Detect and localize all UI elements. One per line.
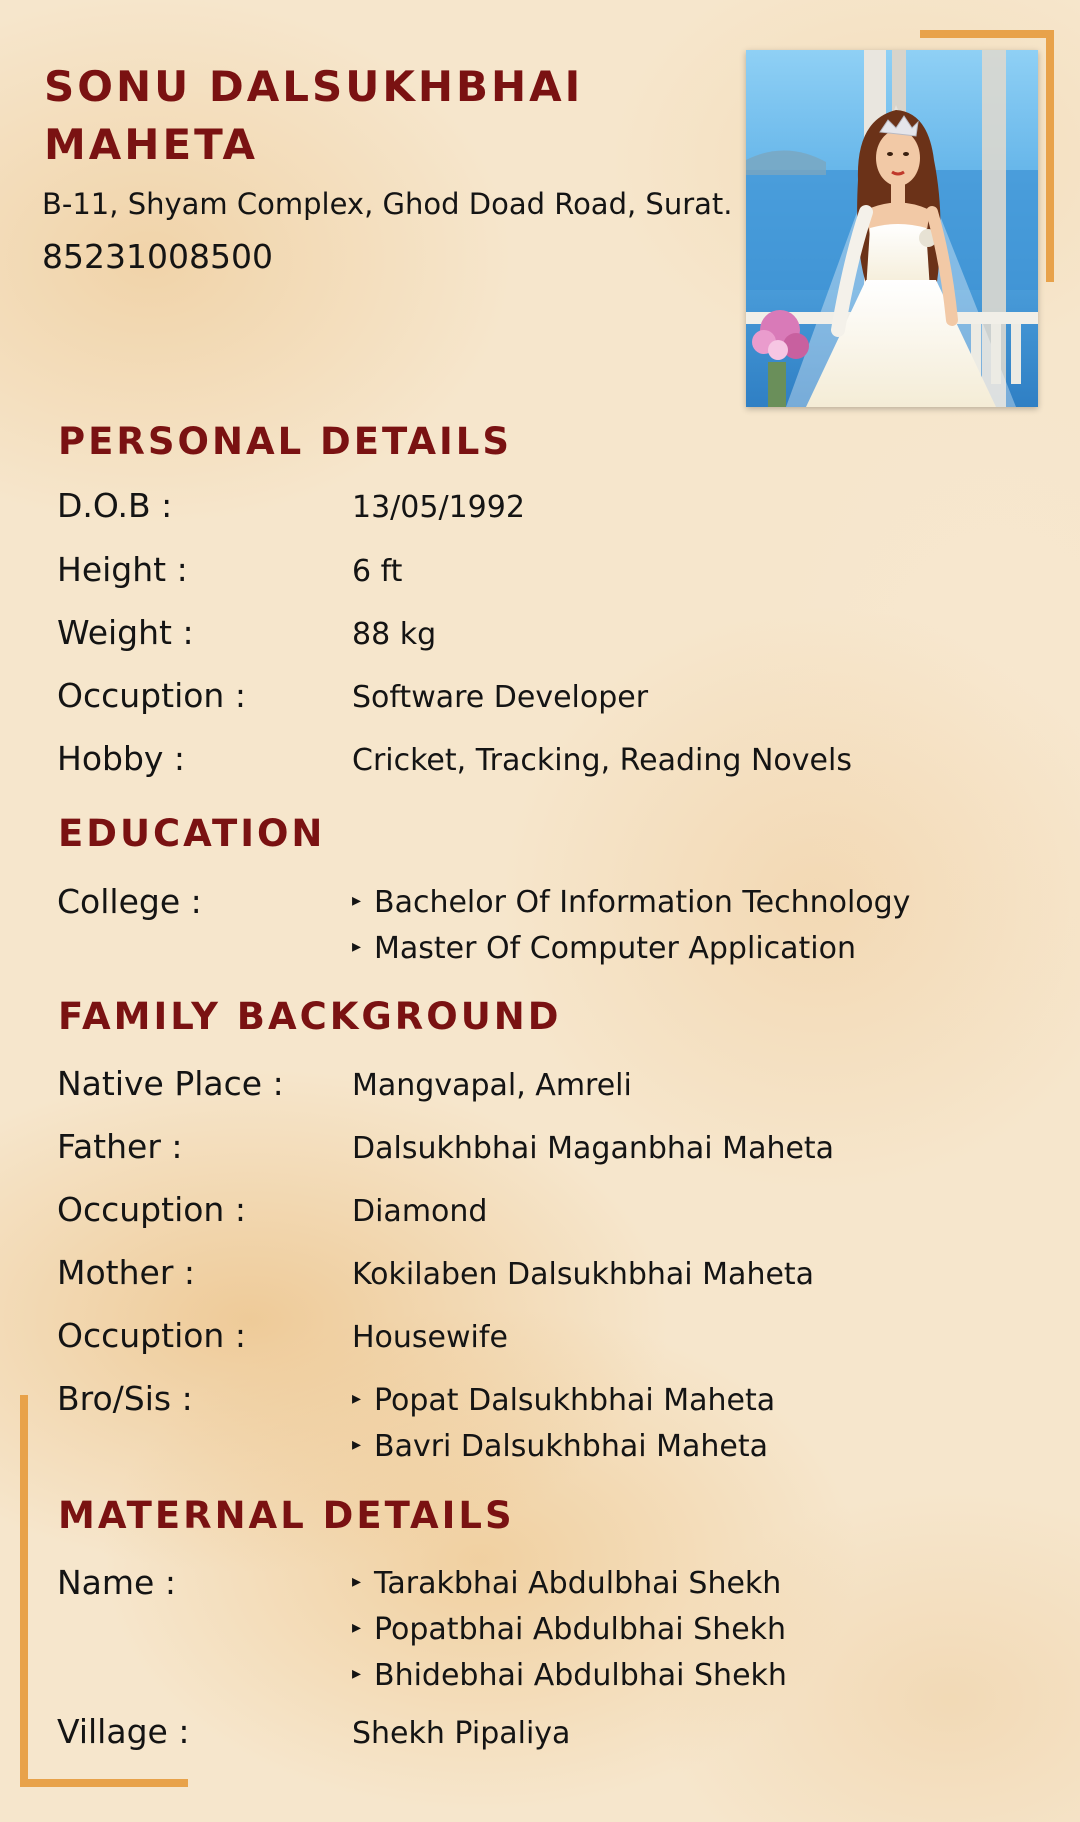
weight-label: Weight : — [57, 613, 194, 652]
list-item — [352, 1561, 787, 1607]
list-item — [352, 880, 910, 926]
father-label: Father : — [57, 1127, 183, 1166]
list-item — [352, 1607, 787, 1653]
bullet-icon: ▸ — [352, 890, 362, 911]
college-item: Bachelor Of Information Technology — [374, 885, 911, 920]
profile-photo — [746, 50, 1038, 407]
profile-phone: 85231008500 — [42, 237, 273, 276]
list-item — [352, 1378, 775, 1424]
height-label: Height : — [57, 550, 188, 589]
occupation-label: Occuption : — [57, 676, 246, 715]
bride-portrait-photo — [746, 50, 1038, 407]
siblings-list — [352, 1378, 775, 1470]
mother-value: Kokilaben Dalsukhbhai Maheta — [352, 1257, 815, 1292]
bullet-icon: ▸ — [352, 1663, 362, 1684]
family-background-heading: FAMILY BACKGROUND — [58, 995, 562, 1038]
profile-address: B-11, Shyam Complex, Ghod Doad Road, Surat. — [42, 187, 733, 221]
maternal-name-item: Popatbhai Abdulbhai Shekh — [374, 1612, 787, 1647]
list-item — [352, 926, 910, 972]
father-occupation-label: Occuption : — [57, 1190, 246, 1229]
list-item — [352, 1653, 787, 1699]
bullet-icon: ▸ — [352, 1434, 362, 1455]
college-list — [352, 880, 910, 972]
sibling-item: Bavri Dalsukhbhai Maheta — [374, 1429, 768, 1464]
maternal-name-label: Name : — [57, 1563, 176, 1602]
occupation-value: Software Developer — [352, 680, 649, 715]
education-heading: EDUCATION — [58, 812, 326, 855]
father-occupation-value: Diamond — [352, 1194, 488, 1229]
bullet-icon: ▸ — [352, 936, 362, 957]
personal-details-heading: PERSONAL DETAILS — [58, 420, 513, 463]
dob-value: 13/05/1992 — [352, 490, 525, 525]
bullet-icon: ▸ — [352, 1571, 362, 1592]
dob-label: D.O.B : — [57, 486, 173, 525]
maternal-name-item: Bhidebhai Abdulbhai Shekh — [374, 1658, 787, 1693]
profile-name: SONU DALSUKHBHAI MAHETA — [44, 62, 584, 169]
hobby-value: Cricket, Tracking, Reading Novels — [352, 743, 852, 778]
college-item: Master Of Computer Application — [374, 931, 856, 966]
height-value: 6 ft — [352, 554, 403, 589]
native-place-label: Native Place : — [57, 1064, 284, 1103]
maternal-details-heading: MATERNAL DETAILS — [58, 1494, 515, 1537]
maternal-names-list — [352, 1561, 787, 1699]
college-label: College : — [57, 882, 202, 921]
village-label: Village : — [57, 1712, 190, 1751]
siblings-label: Bro/Sis : — [57, 1379, 193, 1418]
weight-value: 88 kg — [352, 617, 437, 652]
mother-occupation-label: Occuption : — [57, 1316, 246, 1355]
bullet-icon: ▸ — [352, 1388, 362, 1409]
list-item — [352, 1424, 775, 1470]
sibling-item: Popat Dalsukhbhai Maheta — [374, 1383, 776, 1418]
mother-occupation-value: Housewife — [352, 1320, 508, 1355]
native-place-value: Mangvapal, Amreli — [352, 1068, 632, 1103]
bullet-icon: ▸ — [352, 1617, 362, 1638]
hobby-label: Hobby : — [57, 739, 186, 778]
mother-label: Mother : — [57, 1253, 195, 1292]
father-value: Dalsukhbhai Maganbhai Maheta — [352, 1131, 835, 1166]
maternal-name-item: Tarakbhai Abdulbhai Shekh — [374, 1566, 782, 1601]
village-value: Shekh Pipaliya — [352, 1716, 571, 1751]
